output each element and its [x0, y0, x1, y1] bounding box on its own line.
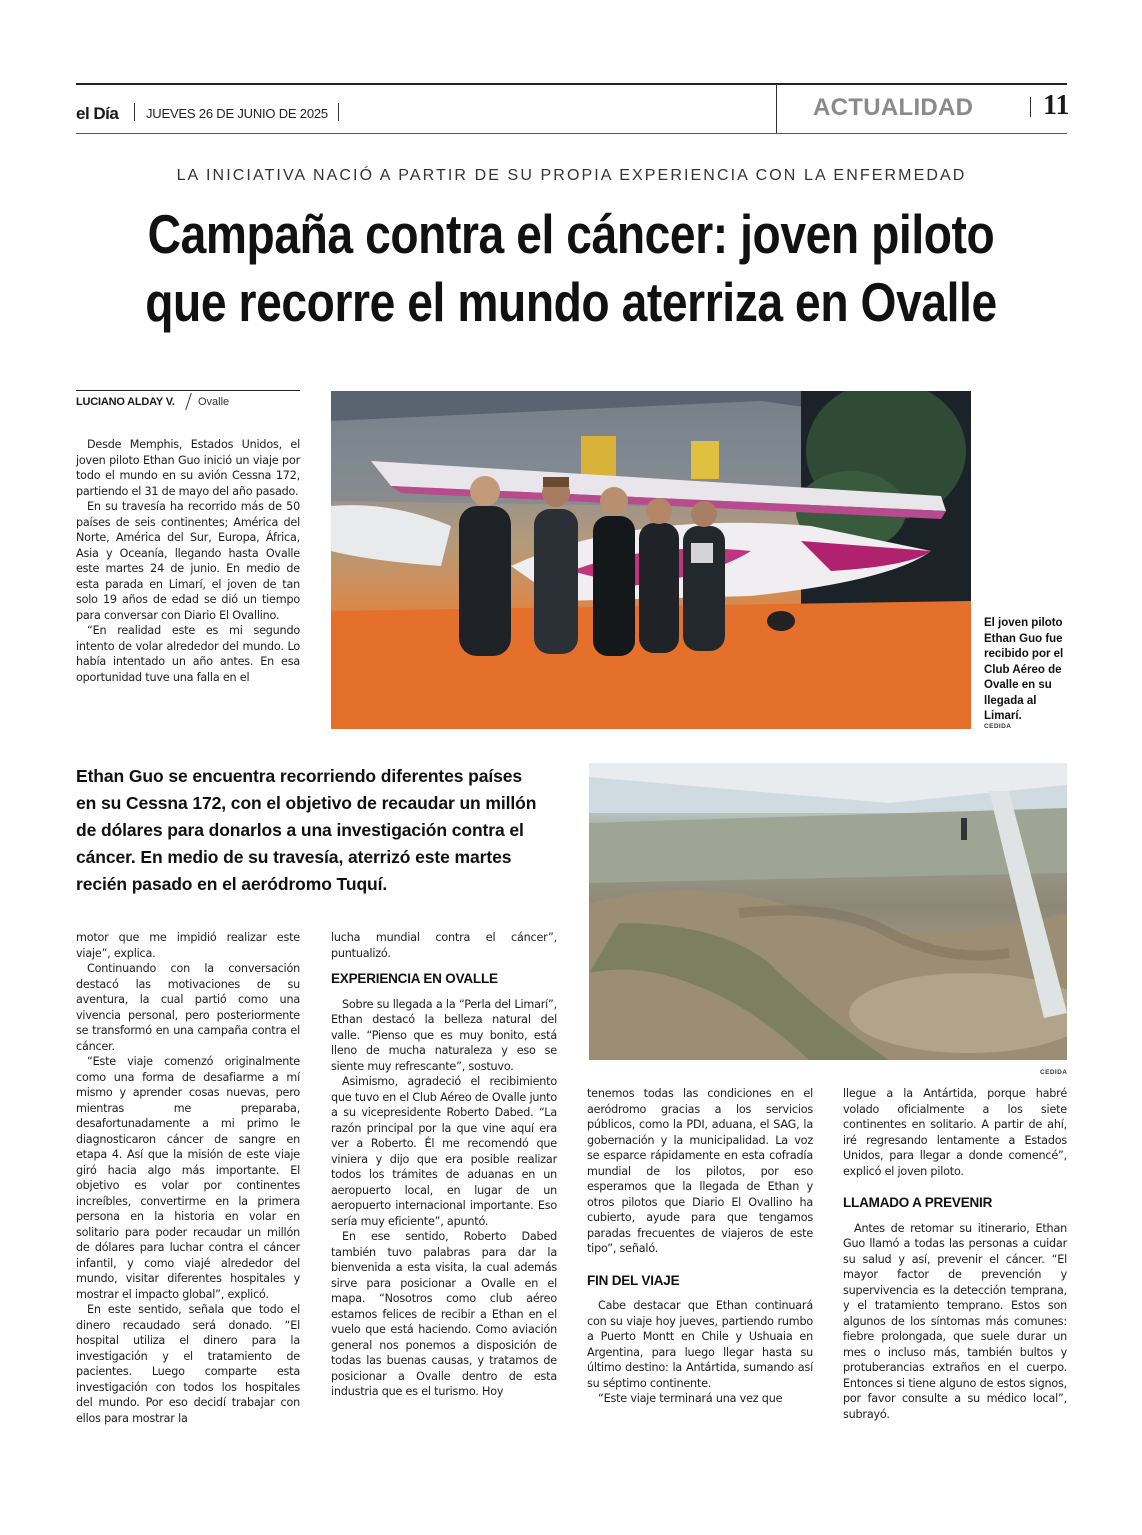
section-name: ACTUALIDAD: [813, 94, 974, 121]
article-column-2: [331, 930, 557, 1400]
issue-date: JUEVES 26 DE JUNIO DE 2025: [146, 106, 328, 121]
headline: [0, 200, 1142, 336]
byline-divider: [185, 393, 192, 410]
masthead-divider: [338, 103, 339, 121]
article-lead: Ethan Guo se encuentra recorriendo diferentes países en su Cessna 172, con el objetivo de recaudar un millón de dólares para donarlos a una investigación contra el cáncer. En medio de su travesía, aterrizó este martes recién pasado en el aeródromo Tuquí.: [76, 766, 537, 894]
article-column-3: [587, 1086, 813, 1407]
aerial-photo-illustration: [589, 763, 1067, 1060]
hangar-photo-illustration: [331, 391, 971, 729]
masthead-divider: [1030, 97, 1031, 117]
byline-rule: [76, 390, 300, 391]
paragraph: Antes de retomar su itinerario, Ethan Guo llamó a todas las personas a cuidar su salud y así, prevenir el cáncer. “El mayor factor de prevención y supervivencia es la detección temprana, y el tratamiento temprano. Estos son algunos de los síntomas más comunes: fiebre prolongada, que suele durar un mes o incluso más, también bultos y protuberancias extraños en el cuerpo. Entonces si tiene alguno de estos signos, por favor consulte a su médico local”, subrayó.: [843, 1221, 1067, 1421]
headline-line: que recorre el mundo aterriza en Ovalle: [145, 271, 997, 333]
kicker: LA INICIATIVA NACIÓ A PARTIR DE SU PROPIA EXPERIENCIA CON LA ENFERMEDAD: [176, 167, 967, 184]
byline-place: Ovalle: [198, 396, 230, 408]
paragraph: llegue a la Antártida, porque habré volado oficialmente a los siete continentes en solitario. A partir de ahí, iré regresando lentamente a Estados Unidos, para llegar a donde comencé”, explicó el joven piloto.: [843, 1087, 1067, 1178]
paragraph: En este sentido, señala que todo el dinero recaudado será donado. “El hospital utiliza el dinero para la investigación y el tratamiento de pacientes. Luego comparte esta investigación con todos los hospitales del mundo. Por eso decidí trabajar con ellos para mostrar la: [76, 1303, 300, 1425]
paragraph: Cabe destacar que Ethan continuará con su viaje hoy jueves, partiendo rumbo a Puerto Montt en Chile y Ushuaia en Argentina, para luego llegar hasta su último destino: la Antártida, sumando así su séptimo continente.: [587, 1299, 813, 1390]
masthead-divider: [134, 103, 135, 121]
article-column-1-bottom: [76, 930, 300, 1426]
masthead-bottom-rule: [76, 133, 1067, 134]
paragraph: “Este viaje comenzó originalmente como una forma de desafiarme a mí mismo y aprender cosas nuevas, pero mientras me preparaba, desafortunadamente a mi primo le diagnosticaron cáncer de sangre en etapa 4. Así que la misión de este viaje giró hacia algo más importante. El objetivo es volar por continentes increíbles, convertirme en la primera persona en la historia en volar en solitario para poder recaudar un millón de dólares para luchar contra el cáncer infantil, y como viajé alrededor del mundo, visitar diferentes hospitales y mostrar el impacto global”, explicó.: [76, 1055, 300, 1301]
article-column-1-top: [76, 437, 300, 685]
paragraph: “Este viaje terminará una vez que: [598, 1392, 783, 1405]
paragraph: “En realidad este es mi segundo intento de volar alrededor del mundo. Lo había intentado un año antes. En esa oportunidad tuve una falla en el: [76, 624, 300, 684]
paragraph: En ese sentido, Roberto Dabed también tuvo palabras para dar la bienvenida a esta visita, la cual además sirve para posicionar a Ovalle en el mapa. “Nosotros como club aéreo estamos felices de recibir a Ethan en el vuelo que está haciendo. Como aviación general nos ponemos a disposición de todas las buenas causas, y tratamos de posicionar a Ovalle dentro de esta industria que es el turismo. Hoy: [331, 1230, 557, 1398]
subhead-experiencia: EXPERIENCIA EN OVALLE: [331, 971, 498, 986]
paragraph: Desde Memphis, Estados Unidos, el joven piloto Ethan Guo inició un viaje por todo el mundo en su avión Cessna 172, partiendo el 31 de mayo del año pasado.: [76, 438, 300, 498]
paragraph: motor que me impidió realizar este viaje”, explica.: [76, 931, 300, 960]
subhead-llamado: LLAMADO A PREVENIR: [843, 1195, 993, 1210]
paragraph: En su travesía ha recorrido más de 50 países de seis continentes; América del Norte, América del Sur, Europa, África, Asia y Oceanía, llegando hasta Ovalle este martes 24 de junio. En medio de esta parada en Limarí, el joven de tan solo 19 años de edad se dió un tiempo para conversar con Diario El Ovallino.: [76, 500, 300, 622]
paragraph: Continuando con la conversación destacó las motivaciones de su aventura, la cual partió como una vivencia personal, pero posteriormente se transformó en una campaña contra el cáncer.: [76, 962, 300, 1053]
paragraph: Asimismo, agradeció el recibimiento que tuvo en el Club Aéreo de Ovalle junto a su vicepresidente Roberto Dabed. “La razón principal por la que vine aquí era ver a Roberto. Él me recomendó que viniera y dijo que era posible realizar todos los trámites de aduanas en un aeropuerto local, en lugar de un aeropuerto internacional importante. Eso sería muy eficiente”, apuntó.: [331, 1075, 557, 1228]
article-column-4: [843, 1086, 1067, 1422]
photo1-caption: El joven piloto Ethan Guo fue recibido por el Club Aéreo de Ovalle en su llegada al Limarí.: [984, 617, 1064, 722]
hangar-photo: [331, 391, 971, 729]
aerial-photo: [589, 763, 1067, 1060]
page-number: 11: [1043, 90, 1070, 121]
paragraph: lucha mundial contra el cáncer”, puntualizó.: [331, 931, 557, 960]
paragraph: Sobre su llegada a la “Perla del Limarí”, Ethan destacó la belleza natural del valle. “Pienso que es muy bonito, está lleno de mucha naturaleza y eso se siente muy refrescante”, sostuvo.: [331, 997, 557, 1073]
subhead-fin-del-viaje: FIN DEL VIAJE: [587, 1272, 680, 1288]
newspaper-logo: el Día: [76, 104, 119, 123]
photo1-credit: CEDIDA: [984, 723, 1012, 730]
byline-author: LUCIANO ALDAY V.: [76, 396, 175, 408]
top-rule: [76, 83, 1067, 85]
section-box-left-rule: [776, 84, 777, 134]
photo2-credit: CEDIDA: [1040, 1069, 1068, 1076]
headline-line: Campaña contra el cáncer: joven piloto: [147, 203, 995, 265]
paragraph: tenemos todas las condiciones en el aeródromo gracias a los servicios públicos, como la PDI, aduana, el SAG, la gobernación y la municipalidad. La voz se esparce rápidamente en esta cofradía mundial de los pilotos, por eso esperamos que la llegada de Ethan y otros pilotos que Diario El Ovallino ha cubierto, ayude para que tengamos paradas frecuentes de viajeros de este tipo”, señaló.: [587, 1087, 813, 1255]
